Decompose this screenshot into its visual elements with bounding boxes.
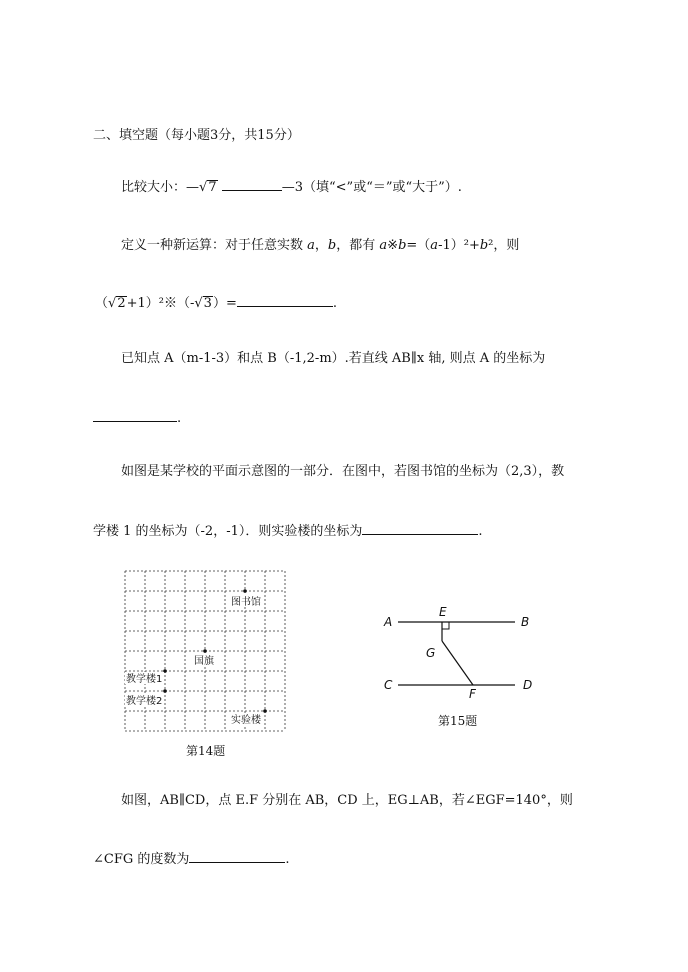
building2-point: [163, 689, 167, 693]
q4-end: .: [478, 524, 483, 539]
var-b3: b: [479, 238, 489, 253]
lab-label: 实验楼: [231, 715, 261, 726]
var-a3: a: [430, 238, 439, 253]
figure-15-caption: 第15题: [438, 714, 478, 728]
q3-end: .: [177, 411, 182, 426]
question-3-line-2: [93, 408, 181, 428]
flag-point: [203, 649, 207, 653]
q2-mid: ，都有: [336, 238, 380, 253]
library-label: 图书馆: [231, 597, 261, 608]
question-5-line-2: [93, 849, 290, 869]
label-G: G: [426, 646, 436, 660]
figure-14-caption: 第14题: [186, 744, 226, 758]
q2-prefix: 定义一种新运算：对于任意实数: [121, 238, 308, 253]
label-A: A: [384, 615, 393, 629]
lab-point: [263, 709, 267, 713]
radicand-7: 7: [208, 180, 217, 195]
sqrt-2: √2: [108, 296, 126, 311]
question-4-line-1: 如图是某学校的平面示意图的一部分．在图中，若图书馆的坐标为（2,3），教: [121, 464, 565, 479]
q1-mid: —3（填“<”或“＝”或“大于”）.: [281, 180, 462, 195]
library-point: [243, 589, 247, 593]
right-angle-mark: [442, 622, 449, 629]
flag-label: 国旗: [194, 656, 214, 667]
figure-14-grid-map: [122, 568, 292, 738]
building1-label: 教学楼1: [126, 674, 163, 685]
sqrt-3: √3: [194, 296, 212, 311]
var-b: b: [327, 238, 337, 253]
segment-GF: [442, 641, 473, 685]
label-B: B: [521, 615, 530, 629]
label-E: E: [439, 605, 447, 619]
label-D: D: [523, 678, 533, 692]
q2-eq-3: ²，则: [488, 238, 520, 253]
q5-text: ∠CFG 的度数为: [93, 852, 190, 867]
q2-end: .: [332, 296, 337, 311]
question-2-line-2: [95, 293, 337, 313]
q4-text: 学楼 1 的坐标为（-2，-1）．则实验楼的坐标为: [93, 524, 363, 539]
question-5-line-1: 如图，AB∥CD，点 E.F 分别在 AB，CD 上，EG⊥AB，若∠EGF=140°，则: [121, 793, 573, 808]
question-4-line-2: [93, 521, 483, 541]
q2-eq-2: -1）²+: [438, 238, 480, 253]
operator-symbol: ※: [387, 238, 399, 253]
var-b2: b: [398, 238, 407, 253]
answer-blank-2[interactable]: [237, 293, 333, 307]
q5-end: .: [285, 852, 290, 867]
question-2-line-1: [121, 237, 519, 255]
section-title: 二、填空题（每小题3分，共15分）: [93, 128, 300, 143]
answer-blank-1[interactable]: [222, 177, 282, 191]
q2-mid-1: +1）²※（-: [126, 296, 195, 311]
label-F: F: [469, 687, 476, 701]
q2-eq-1: =（: [406, 238, 431, 253]
question-3-line-1: 已知点 A（m-1-3）和点 B（-1,2-m）.若直线 AB∥x 轴, 则点 A 的坐标为: [121, 351, 546, 366]
var-a: a: [307, 238, 315, 253]
figure-15-parallel-lines: [380, 602, 550, 702]
answer-blank-5[interactable]: [189, 849, 285, 863]
q1-prefix: 比较大小：—: [121, 180, 200, 195]
label-C: C: [384, 678, 393, 692]
var-a2: a: [379, 238, 388, 253]
answer-blank-4[interactable]: [362, 521, 478, 535]
sqrt-7: √7: [199, 180, 217, 195]
q2-open: （: [95, 296, 109, 311]
q2-mid-2: ）=: [212, 296, 237, 311]
question-1: [121, 177, 462, 197]
radicand-3: 3: [203, 296, 212, 311]
radicand-2: 2: [117, 296, 126, 311]
answer-blank-3[interactable]: [93, 408, 177, 422]
building2-label: 教学楼2: [126, 696, 163, 707]
q2-comma: ，: [314, 238, 328, 253]
